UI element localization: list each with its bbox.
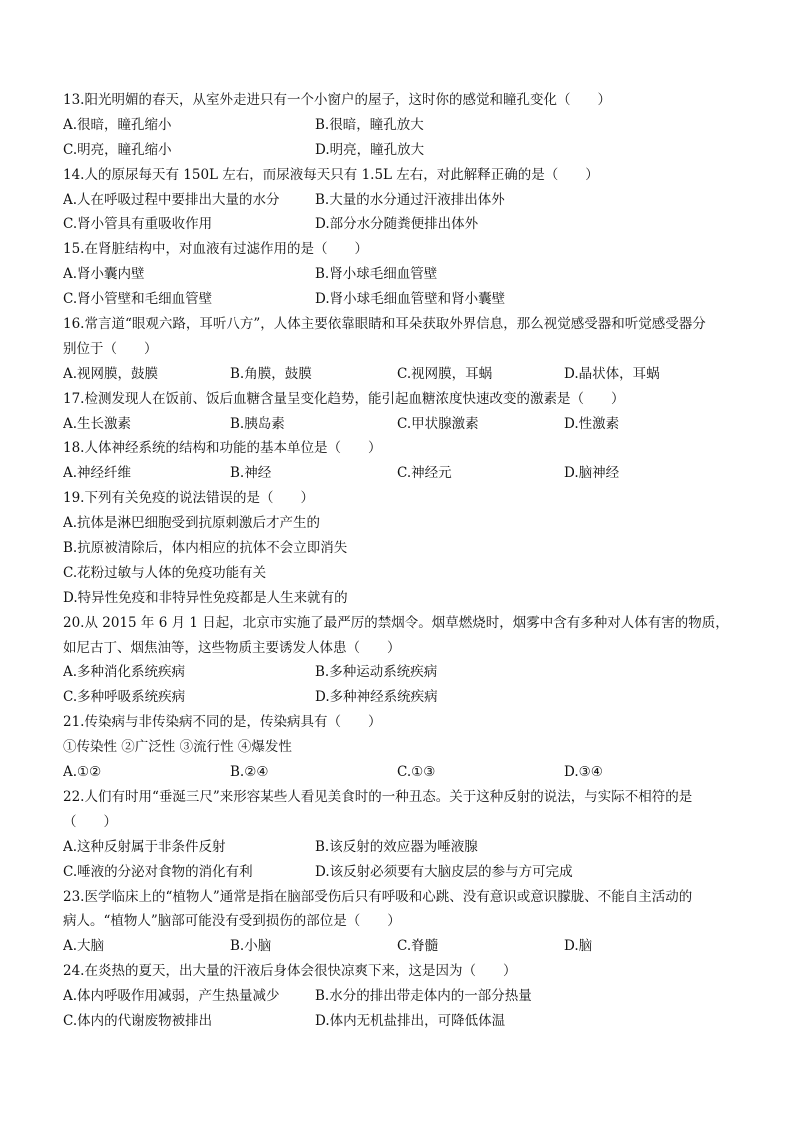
- option-row: [63, 362, 743, 387]
- option-row: [63, 113, 743, 138]
- answer-option: B.小脑: [230, 938, 272, 955]
- question-block: [63, 486, 743, 610]
- option-row: [63, 536, 743, 561]
- answer-option: D.脑神经: [564, 465, 620, 482]
- answer-option: A.抗体是淋巴细胞受到抗原刺激后才产生的: [63, 515, 321, 532]
- option-row: [63, 262, 743, 287]
- question-stem: 22.人们有时用“垂涎三尺”来形容某些人看见美食时的一种丑态。关于这种反射的说法，与实际不相符的是: [63, 788, 693, 805]
- question-stem: 18.人体神经系统的结构和功能的基本单位是（ ）: [63, 440, 382, 457]
- answer-option: C.①③: [397, 764, 436, 781]
- question-stem-continuation: 别位于（ ）: [63, 340, 158, 357]
- option-row: [63, 138, 743, 163]
- question-stem: 13.阳光明媚的春天，从室外走进只有一个小窗户的屋子，这时你的感觉和瞳孔变化（ ）: [63, 92, 611, 108]
- question-block: [63, 312, 743, 387]
- option-row: [63, 760, 743, 785]
- answer-option: D.该反射必须要有大脑皮层的参与方可完成: [315, 863, 573, 880]
- question-stem: 23.医学临床上的“植物人”通常是指在脑部受伤后只有呼吸和心跳、没有意识或意识朦胧、不能自主活动的: [63, 888, 693, 905]
- question-stem-continuation: 病人。“植物人”脑部可能没有受到损伤的部位是（ ）: [63, 913, 401, 930]
- option-row: [63, 685, 743, 710]
- answer-option: B.神经: [230, 465, 272, 482]
- answer-option: D.多种神经系统疾病: [315, 689, 438, 706]
- question-block: [63, 387, 743, 437]
- question-stem-continuation: （ ）: [63, 813, 117, 830]
- option-row: [63, 188, 743, 213]
- answer-option: C.唾液的分泌对食物的消化有利: [63, 863, 253, 880]
- option-row: [63, 660, 743, 685]
- question-stem: 24.在炎热的夏天，出大量的汗液后身体会很快凉爽下来，这是因为（ ）: [63, 963, 517, 980]
- option-row: [63, 212, 743, 237]
- option-row: [63, 461, 743, 486]
- answer-option: D.③④: [564, 764, 603, 781]
- question-stem: 20.从 2015 年 6 月 1 日起，北京市实施了最严厉的禁烟令。烟草燃烧时，烟雾中含有多种对人体有害的物质，: [63, 614, 729, 631]
- answer-option: B.该反射的效应器为唾液腺: [315, 838, 478, 855]
- question-stem: 21.传染病与非传染病不同的是，传染病具有（ ）: [63, 714, 382, 731]
- option-row: [63, 860, 743, 885]
- answer-option: B.多种运动系统疾病: [315, 664, 438, 681]
- answer-option: C.肾小管具有重吸收作用: [63, 216, 213, 233]
- question-block: [63, 785, 743, 885]
- answer-option: C.神经元: [397, 465, 452, 482]
- answer-option: C.脊髓: [397, 938, 439, 955]
- answer-option: C.视网膜，耳蜗: [397, 365, 493, 382]
- question-block: [63, 959, 743, 1034]
- question-block: [63, 88, 743, 163]
- answer-option: A.人在呼吸过程中要排出大量的水分: [63, 191, 280, 208]
- answer-option: C.明亮，瞳孔缩小: [63, 141, 172, 158]
- answer-option: B.大量的水分通过汗液排出体外: [315, 191, 505, 208]
- answer-option: A.这种反射属于非条件反射: [63, 838, 226, 855]
- question-stem: 16.常言道“眼观六路，耳听八方”，人体主要依靠眼睛和耳朵获取外界信息，那么视觉感受器和听觉感受器分: [63, 316, 706, 333]
- answer-option: B.②④: [230, 764, 269, 781]
- option-row: [63, 1009, 743, 1034]
- answer-option: B.水分的排出带走体内的一部分热量: [315, 988, 532, 1005]
- answer-option: A.多种消化系统疾病: [63, 664, 186, 681]
- answer-option: D.晶状体，耳蜗: [564, 365, 660, 382]
- question-stem-continuation: 如尼古丁、烟焦油等，这些物质主要诱发人体患（ ）: [63, 639, 401, 656]
- answer-option: D.肾小球毛细血管壁和肾小囊壁: [315, 291, 506, 308]
- question-block: [63, 436, 743, 486]
- option-row: [63, 835, 743, 860]
- answer-option: C.肾小管壁和毛细血管壁: [63, 291, 213, 308]
- answer-option: D.明亮，瞳孔放大: [315, 141, 425, 158]
- answer-option: B.角膜，鼓膜: [230, 365, 312, 382]
- option-row: [63, 984, 743, 1009]
- answer-option: D.体内无机盐排出，可降低体温: [315, 1012, 506, 1029]
- answer-option: D.性激素: [564, 415, 620, 432]
- answer-option: B.肾小球毛细血管壁: [315, 266, 438, 283]
- answer-option: A.体内呼吸作用减弱，产生热量减少: [63, 988, 280, 1005]
- option-row: [63, 287, 743, 312]
- answer-option: C.多种呼吸系统疾病: [63, 689, 186, 706]
- answer-option: C.甲状腺激素: [397, 415, 479, 432]
- answer-option: B.胰岛素: [230, 415, 285, 432]
- question-block: [63, 885, 743, 960]
- answer-option: A.神经纤维: [63, 465, 132, 482]
- question-stem-continuation: ①传染性 ②广泛性 ③流行性 ④爆发性: [63, 739, 292, 756]
- answer-option: C.体内的代谢废物被排出: [63, 1012, 213, 1029]
- option-row: [63, 586, 743, 611]
- answer-option: B.很暗，瞳孔放大: [315, 116, 424, 133]
- answer-option: A.视网膜，鼓膜: [63, 365, 159, 382]
- answer-option: A.生长激素: [63, 415, 132, 432]
- option-row: [63, 511, 743, 536]
- question-stem: 19.下列有关免疫的说法错误的是（ ）: [63, 490, 314, 507]
- answer-option: A.①②: [63, 764, 102, 781]
- question-stem: 15.在肾脏结构中，对血液有过滤作用的是（ ）: [63, 241, 368, 258]
- option-row: [63, 561, 743, 586]
- question-stem: 14.人的原尿每天有 150L 左右，而尿液每天只有 1.5L 左右，对此解释正确的是（ ）: [63, 166, 599, 183]
- question-block: [63, 710, 743, 785]
- answer-option: A.大脑: [63, 938, 105, 955]
- option-row: [63, 934, 743, 959]
- question-block: [63, 163, 743, 238]
- answer-option: D.脑: [564, 938, 593, 955]
- answer-option: D.特异性免疫和非特异性免疫都是人生来就有的: [63, 589, 348, 606]
- option-row: [63, 412, 743, 437]
- answer-option: C.花粉过敏与人体的免疫功能有关: [63, 564, 267, 581]
- answer-option: A.肾小囊内壁: [63, 266, 145, 283]
- answer-option: D.部分水分随粪便排出体外: [315, 216, 479, 233]
- question-stem: 17.检测发现人在饭前、饭后血糖含量呈变化趋势，能引起血糖浓度快速改变的激素是（ ）: [63, 390, 625, 407]
- question-list: [63, 88, 743, 1034]
- answer-option: B.抗原被清除后，体内相应的抗体不会立即消失: [63, 540, 348, 557]
- question-block: [63, 611, 743, 711]
- answer-option: A.很暗，瞳孔缩小: [63, 116, 172, 133]
- question-block: [63, 237, 743, 312]
